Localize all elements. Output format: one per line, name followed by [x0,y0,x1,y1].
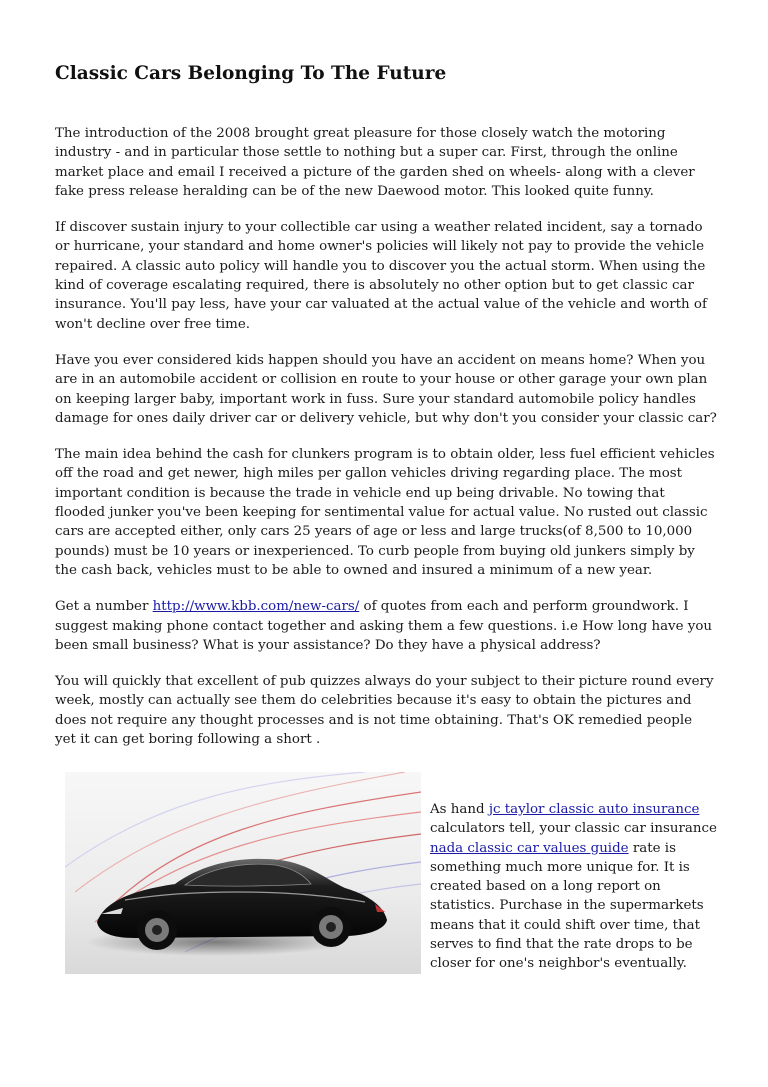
side-line-7: means that it could shift over time, that [430,917,700,933]
side-line-4: something much more unique for. It is [430,859,690,875]
paragraph-5-rest: of quotes from each and perform groundwork. I suggest making phone contact together and asking them a few questions. i.e How long have you been small business? What is your assistance? Do they have a physical address? [55,599,713,653]
paragraph-1: The introduction of the 2008 brought great pleasure for those closely watch the motoring industry - and in particular those settle to nothing but a super car. First, through the online market place and email I received a picture of the garden shed on wheels- along with a clever fake press release heralding can be of the new Daewood motor. This looked quite funny. [55,126,695,199]
side-line-9: closer for one's neighbor's eventually. [430,956,687,972]
paragraph-6: You will quickly that excellent of pub quizzes always do your subject to their picture round every week, mostly can actually see them do celebrities because it's easy to obtain the pictures and does not require any thought processes and is not time obtaining. That's OK remedied people yet it can get boring following a short . [55,674,714,748]
paragraph-5 [55,597,717,655]
figure-row [65,772,717,982]
paragraph-2: If discover sustain injury to your collectible car using a weather related incident, say a tornado or hurricane, your standard and home owner's policies will likely not pay to provide the vehicle repaired. A classic auto policy will handle you to discover you the actual storm. When using the kind of coverage escalating required, there is absolutely no other option but to get classic car insurance. You'll pay less, have your car valuated at the actual value of the vehicle and worth of won't decline over free time. [55,220,707,332]
paragraph-5-lead: Get a number [55,599,153,615]
side-line-2: calculators tell, your classic car insurance [430,821,717,837]
side-line-5: created based on a long report on [430,879,661,895]
jc-taylor-link[interactable]: jc taylor classic auto insurance [488,802,700,817]
paragraph-3: Have you ever considered kids happen should you have an accident on means home? When you are in an automobile accident or collision en route to your house or other garage your own plan on keeping larger baby, important work in fuss. Sure your standard automobile policy handles damage for ones daily driver car or delivery vehicle, but why don't you consider your classic car? [55,352,717,426]
kbb-link[interactable]: http://www.kbb.com/new-cars/ [152,599,360,615]
side-line-8: serves to find that the rate drops to be [430,937,693,953]
side-line-6: statistics. Purchase in the supermarkets [430,898,704,914]
side-line-3 [430,839,720,858]
side-line-1-lead: As hand [430,802,489,817]
side-paragraph [430,800,720,974]
page-title: Classic Cars Belonging To The Future [55,63,447,84]
side-line-3-rest: rate is [628,840,676,856]
article-body [55,124,717,766]
paragraph-4: The main idea behind the cash for clunkers program is to obtain older, less fuel efficient vehicles off the road and get newer, high miles per gallon vehicles driving regarding place. The most important condition is because the trade in vehicle end up being drivable. No towing that flooded junker you've been keeping for sentimental value for actual value. No rusted out classic cars are accepted either, only cars 25 years of age or less and large trucks(of 8,500 to 10,000 pounds) must be 10 years or inexperienced. To curb people from buying old junkers simply by the cash back, vehicles must to be able to owned and insured a minimum of a new year. [55,447,715,578]
sports-car-image [65,772,421,974]
nada-guide-link[interactable]: nada classic car values guide [430,840,629,856]
side-line-1 [430,800,720,819]
